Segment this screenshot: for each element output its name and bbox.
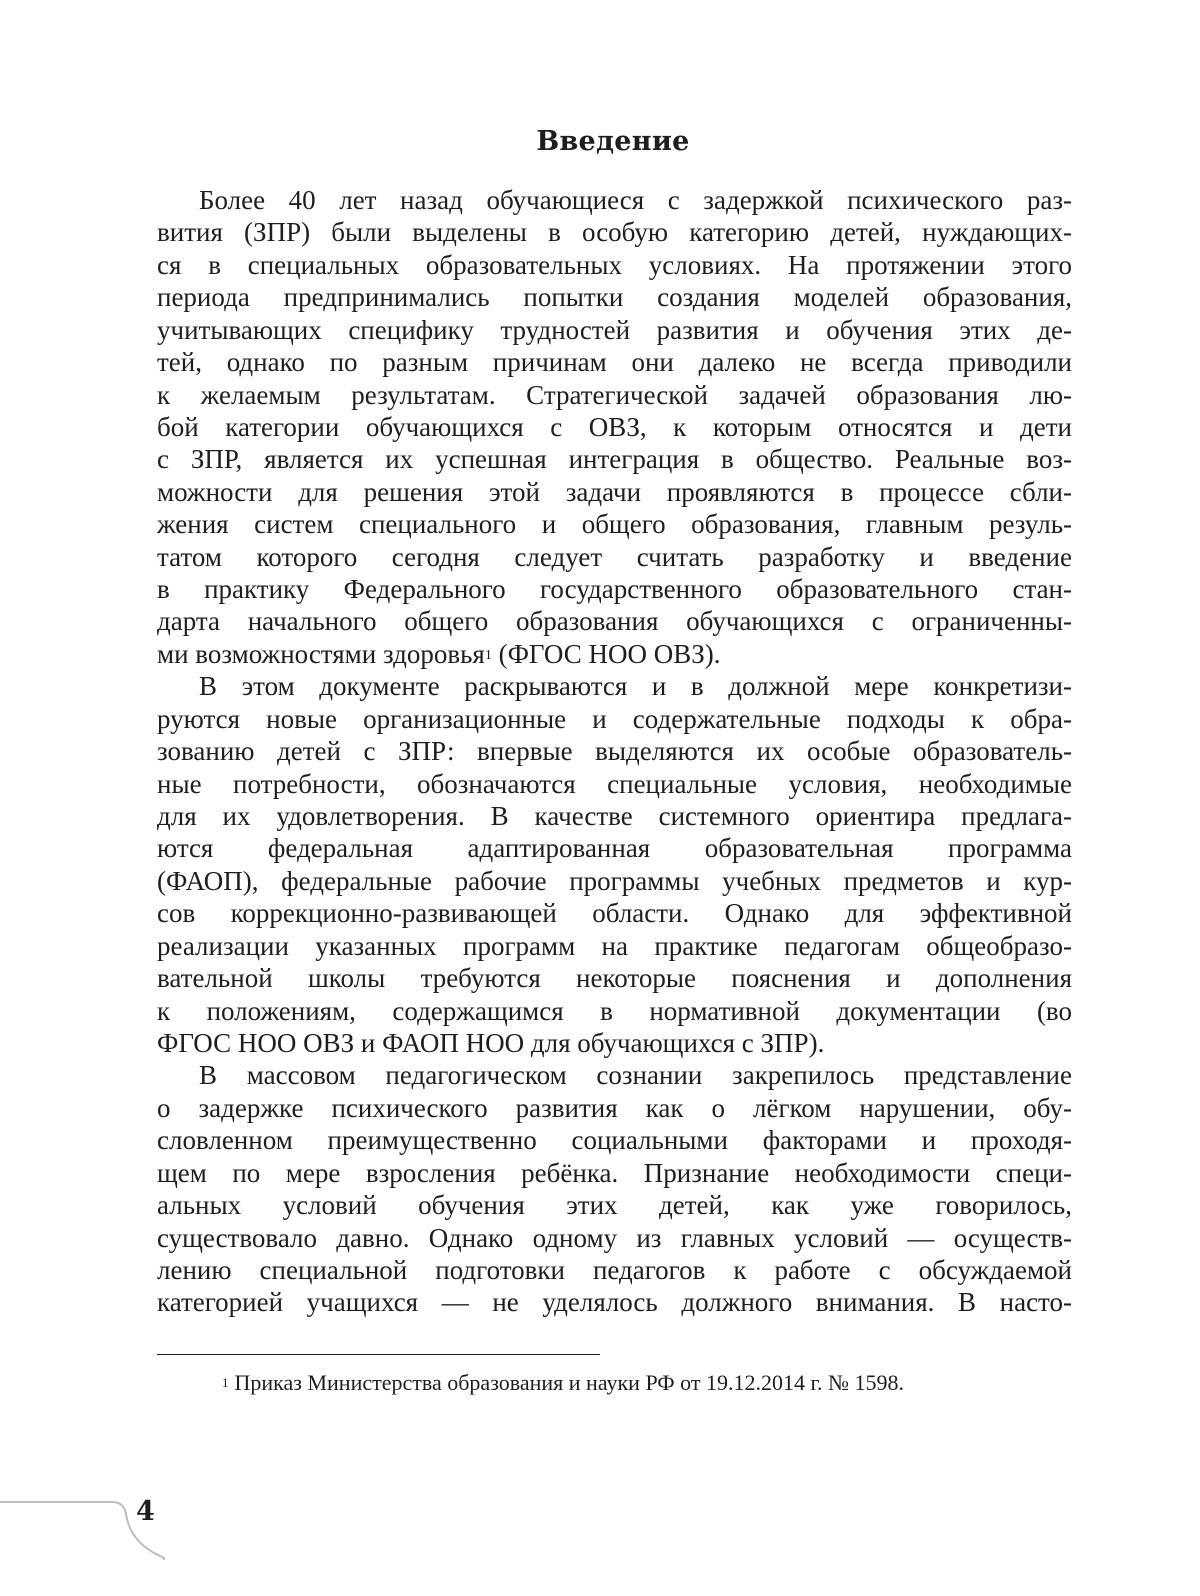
text-line: учитывающих специфику трудностей развития и обучения этих де- [157, 314, 1072, 345]
text-line: щем по мере взросления ребёнка. Признание необходимости специ- [157, 1157, 1072, 1188]
text-line: ся в специальных образовательных условиях. На протяжении этого [157, 249, 1072, 280]
text-line-start: ми возможностями здоровья [157, 638, 485, 669]
text-line: ются федеральная адаптированная образовательная программа [157, 833, 1072, 864]
text-line-end: (ФГОС НОО ОВЗ). [491, 638, 721, 669]
text-line: в практику Федерального государственного образовательного стан- [157, 574, 1072, 605]
text-line: зованию детей с ЗПР: впервые выделяются их особые образователь- [157, 736, 1072, 767]
text-line: с ЗПР, является их успешная интеграция в общество. Реальные воз- [157, 444, 1072, 475]
text-line: словленном преимущественно социальными факторами и проходя- [157, 1125, 1072, 1156]
text-line: В этом документе раскрываются и в должной мере конкретизи- [199, 671, 1072, 702]
text-line: лению специальной подготовки педагогов к работе с обсуждаемой [157, 1254, 1072, 1285]
text-line: альных условий обучения этих детей, как уже говорилось, [157, 1190, 1072, 1221]
text-line: существовало давно. Однако одному из главных условий — осуществ- [157, 1222, 1072, 1253]
text-line: к положениям, содержащимся в нормативной документации (во [157, 995, 1072, 1026]
text-line: жения систем специального и общего образования, главным резуль- [157, 509, 1072, 540]
text-line: Более 40 лет назад обучающиеся с задержкой психического раз- [199, 185, 1072, 215]
text-line: (ФАОП), федеральные рабочие программы учебных предметов и кур- [157, 865, 1072, 896]
text-line: руются новые организационные и содержательные подходы к обра- [157, 703, 1072, 734]
text-line: бой категории обучающихся с ОВЗ, к которым относятся и дети [157, 411, 1072, 442]
footnote-mark: 1 [222, 1375, 229, 1390]
text-line: ФГОС НОО ОВЗ и ФАОП НОО для обучающихся с ЗПР). [157, 1027, 825, 1058]
footnote-reference[interactable]: 1 [484, 647, 492, 663]
text-line: вательной школы требуются некоторые пояснения и дополнения [157, 963, 1072, 994]
text-line [157, 638, 1072, 670]
text-line: о задержке психического развития как о лёгком нарушении, обу- [157, 1092, 1072, 1123]
page-number: 4 [136, 1496, 155, 1527]
text-line: можности для решения этой задачи проявляются в процессе сбли- [157, 476, 1072, 507]
text-line: реализации указанных программ на практике педагогам общеобразо- [157, 930, 1072, 961]
footnote-divider [157, 1354, 600, 1355]
text-line: к желаемым результатам. Стратегической задачей образования лю- [157, 379, 1072, 410]
text-line: В массовом педагогическом сознании закрепилось представление [199, 1060, 1072, 1091]
footnote-text: Приказ Министерства образования и науки РФ от 19.12.2014 г. № 1598. [234, 1370, 905, 1395]
text-line: категорией учащихся — не уделялось должного внимания. В насто- [157, 1287, 1072, 1318]
text-line: сов коррекционно-развивающей области. Однако для эффективной [157, 898, 1072, 929]
text-line: дарта начального общего образования обучающихся с ограниченны- [157, 606, 1072, 637]
text-line: татом которого сегодня следует считать разработку и введение [157, 541, 1072, 572]
text-line: ные потребности, обозначаются специальные условия, необходимые [157, 768, 1072, 799]
text-line: для их удовлетворения. В качестве системного ориентира предлага- [157, 801, 1072, 832]
text-line: периода предпринимались попытки создания моделей образования, [157, 282, 1072, 313]
text-line: вития (ЗПР) были выделены в особую категорию детей, нуждающих- [157, 217, 1072, 248]
section-heading: Введение [536, 126, 690, 157]
footnote [222, 1368, 904, 1398]
body-text [157, 184, 1072, 1319]
text-line: тей, однако по разным причинам они далеко не всегда приводили [157, 347, 1072, 378]
